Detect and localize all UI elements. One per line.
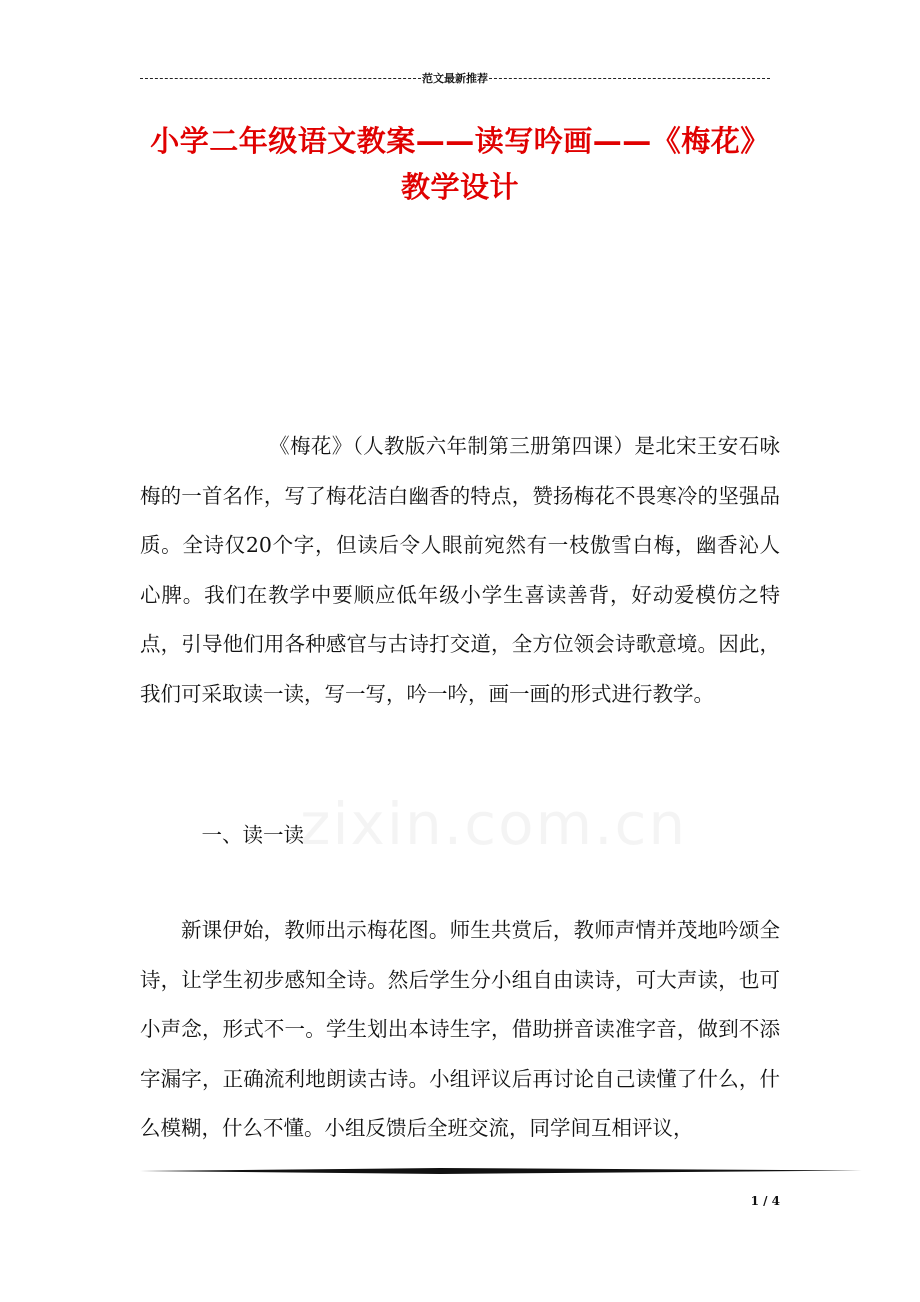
header-label: 范文最新推荐	[422, 72, 488, 85]
section-heading-read: 一、读一读	[201, 823, 304, 847]
watermark	[300, 790, 687, 858]
page-number: 1 / 4	[750, 1194, 780, 1208]
intro-paragraph: 《梅花》（人教版六年制第三册第四课）是北宋王安石咏梅的一首名作，写了梅花洁白幽香的特点，赞扬梅花不畏寒冷的坚强品质。全诗仅20个字，但读后令人眼前宛然有一枝傲雪白梅，幽香沁人心脾。我们在教学中要顺应低年级小学生喜读善背，好动爱模仿之特点，引导他们用各种感官与古诗打交道，全方位领会诗歌意境。因此，我们可采取读一读，写一写，吟一吟，画一画的形式进行教学。	[140, 434, 780, 706]
header-rule	[140, 68, 770, 88]
section-read-paragraph: 新课伊始，教师出示梅花图。师生共赏后，教师声情并茂地吟颂全诗，让学生初步感知全诗。然后学生分小组自由读诗，可大声读，也可小声念，形式不一。学生划出本诗生字，借助拼音读准字音，做到不添字漏字，正确流利地朗读古诗。小组评议后再讨论自己读懂了什么，什么模糊，什么不懂。小组反馈后全班交流，同学间互相评议，	[140, 918, 780, 1140]
footer-divider	[140, 1167, 862, 1175]
document-title: 小学二年级语文教案——读写吟画——《梅花》教学设计	[150, 124, 770, 204]
header-dash-right	[489, 78, 770, 79]
header-dash-left	[140, 78, 421, 79]
